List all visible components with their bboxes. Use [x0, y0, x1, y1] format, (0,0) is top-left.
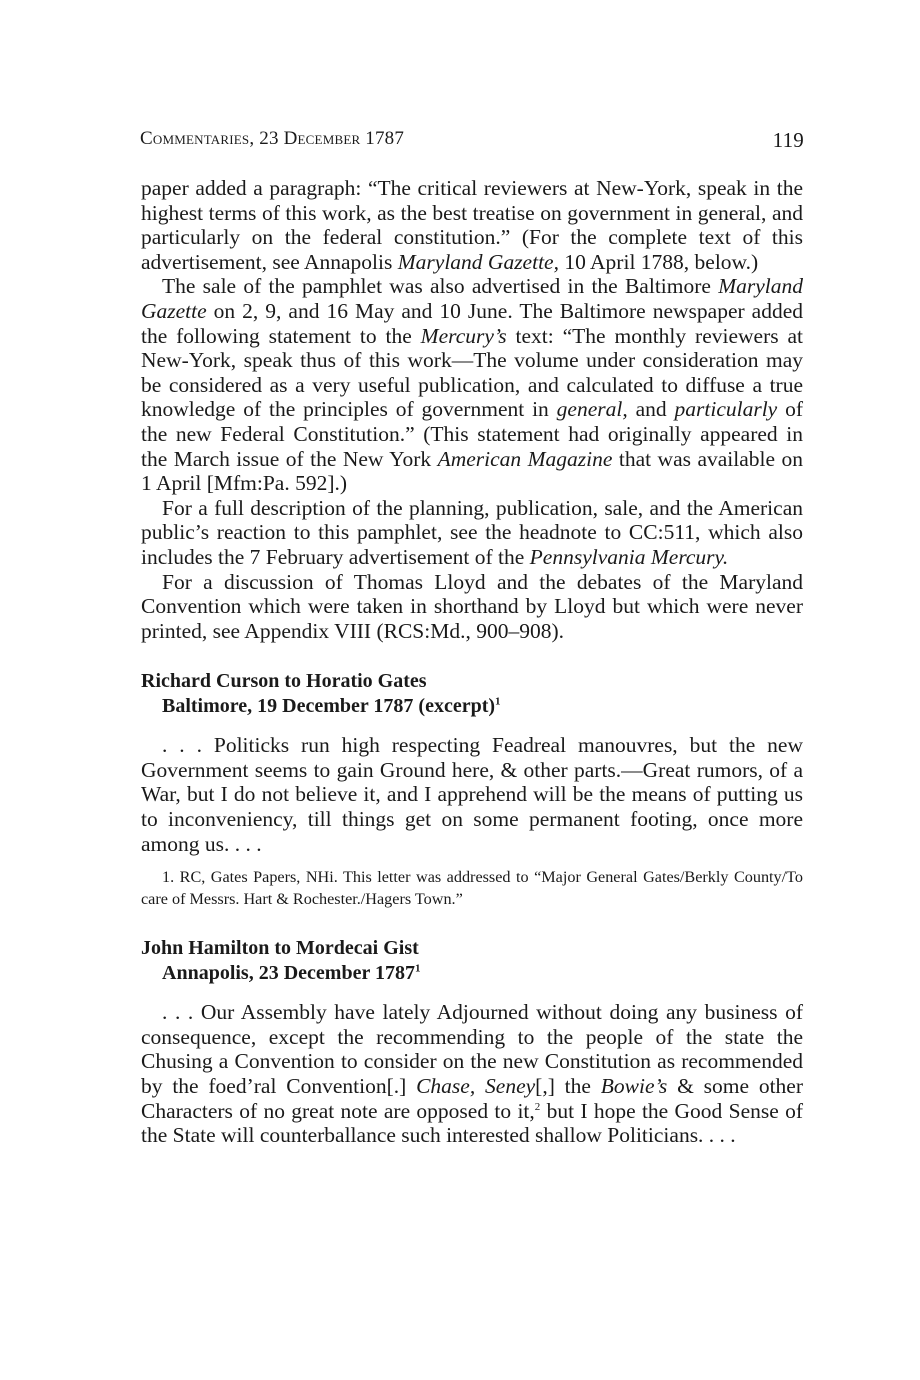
letter2-heading: John Hamilton to Mordecai Gist: [141, 937, 419, 960]
letter2-subheading: Annapolis, 23 December 1787$^1$: [162, 962, 421, 985]
intro-paragraph-3: For a full description of the planning, publication, sale, and the American public’s reaction to this pamphlet, see the headnote to CC:511, which also includes the 7 February advertisement of the Pennsylvania Mercury.: [141, 495, 803, 569]
page-body: [141, 176, 803, 1148]
footnote-mark: 1: [495, 695, 501, 708]
running-head: [140, 128, 804, 158]
footnote-mark: 1: [414, 962, 421, 975]
intro-paragraph-2: The sale of the pamphlet was also advertised in the Baltimore Maryland Gazette on 2, 9, and 16 May and 10 June. The Baltimore newspaper added the following statement to the Mercury’s text: “The monthly reviewers at New-York, speak thus of this work—The volume under consideration may be considered as a very useful publication, and calculated to diffuse a true knowledge of the principles of government in general, and particularly of the new Federal Constitution.” (This statement had originally appeared in the March issue of the New York American Magazine that was available on 1 April [Mfm:Pa. 592].): [141, 274, 803, 496]
letter1-subheading: Baltimore, 19 December 1787 (excerpt)$^1$: [162, 695, 501, 718]
footnote-mark: 2: [534, 1100, 541, 1113]
running-title: Commentaries, 23 December 1787: [140, 128, 405, 149]
section-spacer: [141, 910, 803, 936]
section-spacer: [141, 643, 803, 669]
page-number: 119: [772, 128, 804, 152]
letter1-footnote: 1. RC, Gates Papers, NHi. This letter was addressed to “Major General Gates/Berkly County/To care of Messrs. Hart & Rochester./Hagers Town.”: [141, 868, 803, 908]
letter1-heading: Richard Curson to Horatio Gates: [141, 670, 427, 693]
intro-paragraph-1: paper added a paragraph: “The critical reviewers at New-York, speak in the highest terms of this work, as the best treatise on government in general, and particularly on the federal constitution.” (For the complete text of this advertisement, see Annapolis Maryland Gazette, 10 April 1788, below.): [141, 176, 803, 274]
letter2-body: . . . Our Assembly have lately Adjourned without doing any business of consequence, except the recommending to the people of the state the Chusing a Convention to consider on the new Constitution as recommended by the foed’ral Convention[.] Chase, Seney[,] the Bowie’s & some other Characters of no great note are opposed to it,$^2$ but I hope the Good Sense of the State will counterballance such interested shallow Politicians. . . .: [141, 1000, 803, 1148]
letter1-body: . . . Politicks run high respecting Feadreal manouvres, but the new Government seems to gain Ground here, & other parts.—Great rumors, of a War, but I do not believe it, and I apprehend will be the means of putting us to inconveniency, till things get on some permanent footing, once more among us. . . .: [141, 733, 803, 856]
intro-paragraph-4: For a discussion of Thomas Lloyd and the debates of the Maryland Convention which were taken in shorthand by Lloyd but which were never printed, see Appendix VIII (RCS:Md., 900–908).: [141, 569, 803, 643]
